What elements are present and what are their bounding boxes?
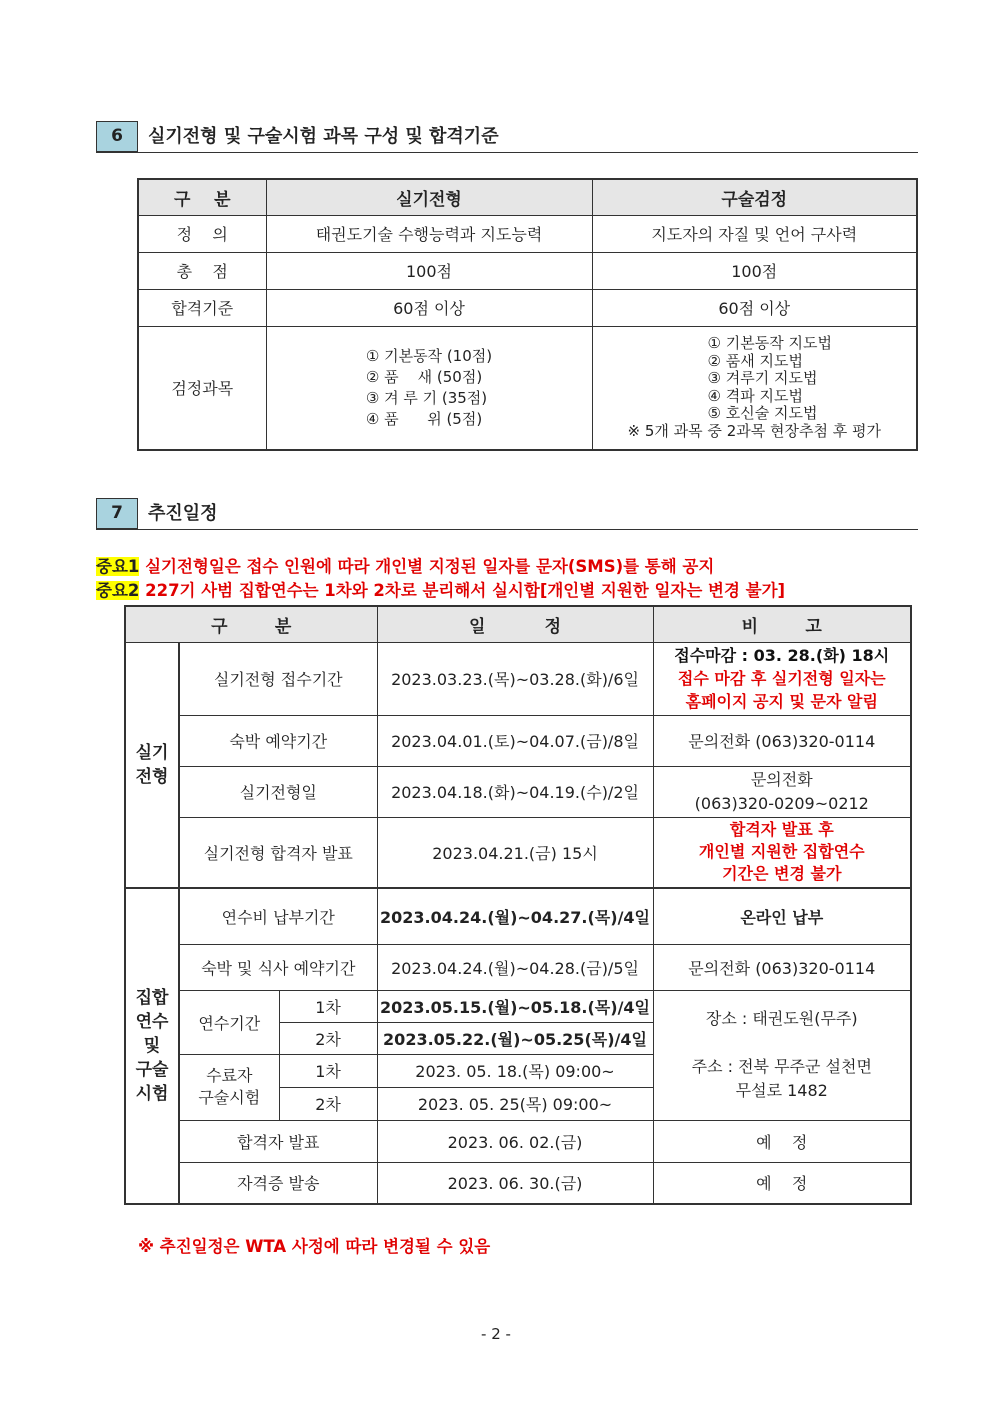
- schedule-note: 예 정: [653, 1162, 911, 1204]
- notice-text: 227기 사범 집합연수는 1차와 2차로 분리해서 실시함[개인별 지원한 일자는 변경 불가]: [139, 581, 786, 600]
- oral-subjects-list: [628, 335, 881, 440]
- schedule-date: 2023.04.18.(화)~04.19.(수)/2일: [377, 766, 653, 817]
- notice-tag: 중요1: [96, 557, 140, 576]
- schedule-item: 숙박 및 식사 예약기간: [179, 944, 377, 990]
- schedule-item: 연수기간: [179, 990, 279, 1054]
- schedule-date: 2023. 05. 18.(목) 09:00~: [377, 1054, 653, 1087]
- schedule-item: 연수비 납부기간: [179, 888, 377, 944]
- round-label: 1차: [279, 1054, 377, 1087]
- schedule-note: 예 정: [653, 1120, 911, 1162]
- group-label-practical: 실기 전형: [125, 642, 179, 888]
- note-line: 접수 마감 후 실기전형 일자는: [677, 669, 886, 688]
- list-item: ② 품새 지도법: [707, 351, 803, 370]
- cell: 태권도기술 수행능력과 지도능력: [266, 215, 592, 252]
- table-header: 비 고: [653, 606, 911, 642]
- notice-tag: 중요2: [96, 581, 140, 600]
- list-item: ① 기본동작 (10점): [365, 346, 493, 365]
- schedule-date: 2023. 05. 25(목) 09:00~: [377, 1087, 653, 1120]
- row-label: 검정과목: [138, 326, 266, 450]
- schedule-note: [653, 642, 911, 715]
- section-7-title: 추진일정: [148, 503, 218, 524]
- schedule-note: [653, 766, 911, 817]
- table-header: 구술검정: [592, 179, 917, 215]
- schedule-date: 2023. 06. 02.(금): [377, 1120, 653, 1162]
- section-6-number: 6: [96, 121, 138, 152]
- subjects-criteria-table: [137, 178, 918, 451]
- schedule-item: 숙박 예약기간: [179, 715, 377, 766]
- list-item: ② 품 새 (50점): [365, 367, 483, 386]
- group-label-training: 집합 연수 및 구술 시험: [125, 888, 179, 1204]
- row-label: 정 의: [138, 215, 266, 252]
- round-label: 2차: [279, 1022, 377, 1054]
- item-line: 수료자: [206, 1066, 253, 1085]
- schedule-note: [653, 817, 911, 888]
- oral-subjects-cell: [592, 326, 917, 450]
- item-line: 구술시험: [198, 1088, 261, 1107]
- list-item: ③ 겨루기 지도법: [707, 369, 818, 388]
- list-item: ④ 품 위 (5점): [365, 409, 483, 428]
- table-header: 일 정: [377, 606, 653, 642]
- table-header: 구 분: [138, 179, 266, 215]
- cell: 지도자의 자질 및 언어 구사력: [592, 215, 917, 252]
- schedule-date: 2023.05.15.(월)~05.18.(목)/4일: [377, 990, 653, 1022]
- schedule-item: 실기전형일: [179, 766, 377, 817]
- cell: 100점: [592, 252, 917, 289]
- row-label: 총 점: [138, 252, 266, 289]
- note-line: 접수마감 : 03. 28.(화) 18시: [674, 646, 890, 665]
- cell: 60점 이상: [266, 289, 592, 326]
- schedule-note: 문의전화 (063)320-0114: [653, 944, 911, 990]
- schedule-date: 2023.04.21.(금) 15시: [377, 817, 653, 888]
- cell: 100점: [266, 252, 592, 289]
- note-line: (063)320-0209~0212: [694, 793, 869, 813]
- schedule-date: 2023.04.24.(월)~04.28.(금)/5일: [377, 944, 653, 990]
- address-line: 주소 : 전북 무주군 설천면: [691, 1057, 872, 1076]
- schedule-table: [124, 605, 912, 1205]
- schedule-change-note: ※ 추진일정은 WTA 사정에 따라 변경될 수 있음: [138, 1237, 491, 1256]
- schedule-item: 자격증 발송: [179, 1162, 377, 1204]
- page-number: - 2 -: [481, 1325, 511, 1343]
- round-label: 1차: [279, 990, 377, 1022]
- round-label: 2차: [279, 1087, 377, 1120]
- section-7-header: [96, 498, 918, 530]
- list-item-note: ※ 5개 과목 중 2과목 현장추첨 후 평가: [627, 421, 881, 440]
- section-6-header: [96, 121, 918, 153]
- place-line: 장소 : 태권도원(무주): [705, 1009, 858, 1028]
- note-line: 문의전화: [750, 769, 813, 789]
- notice-1: [96, 553, 714, 577]
- note-line: 홈페이지 공지 및 문자 알림: [685, 692, 878, 711]
- list-item: ③ 겨 루 기 (35점): [365, 388, 488, 407]
- row-label: 합격기준: [138, 289, 266, 326]
- list-item: ⑤ 호신술 지도법: [707, 404, 818, 423]
- schedule-note: 문의전화 (063)320-0114: [653, 715, 911, 766]
- note-line: 기간은 변경 불가: [722, 864, 842, 884]
- address-line: 무설로 1482: [735, 1081, 828, 1100]
- schedule-date: 2023.05.22.(월)~05.25(목)/4일: [377, 1022, 653, 1054]
- schedule-date: 2023. 06. 30.(금): [377, 1162, 653, 1204]
- cell: 60점 이상: [592, 289, 917, 326]
- list-item: ④ 격파 지도법: [707, 386, 803, 405]
- notice-2: [96, 577, 785, 601]
- location-note: [653, 990, 911, 1120]
- notice-text: 실기전형일은 접수 인원에 따라 개인별 지정된 일자를 문자(SMS)를 통해 공지: [139, 557, 715, 576]
- schedule-note: 온라인 납부: [653, 888, 911, 944]
- practical-subjects-list: [366, 346, 492, 430]
- schedule-item: 합격자 발표: [179, 1120, 377, 1162]
- schedule-date: 2023.03.23.(목)~03.28.(화)/6일: [377, 642, 653, 715]
- table-header: 구 분: [125, 606, 377, 642]
- section-6-title: 실기전형 및 구술시험 과목 구성 및 합격기준: [148, 126, 499, 147]
- schedule-item: 실기전형 접수기간: [179, 642, 377, 715]
- list-item: ① 기본동작 지도법: [707, 334, 832, 353]
- schedule-date: 2023.04.24.(월)~04.27.(목)/4일: [377, 888, 653, 944]
- practical-subjects-cell: [266, 326, 592, 450]
- section-7-number: 7: [96, 498, 138, 529]
- note-line: 개인별 지원한 집합연수: [698, 842, 865, 862]
- note-line: 합격자 발표 후: [729, 820, 834, 840]
- table-header: 실기전형: [266, 179, 592, 215]
- schedule-item: [179, 1054, 279, 1120]
- schedule-date: 2023.04.01.(토)~04.07.(금)/8일: [377, 715, 653, 766]
- schedule-item: 실기전형 합격자 발표: [179, 817, 377, 888]
